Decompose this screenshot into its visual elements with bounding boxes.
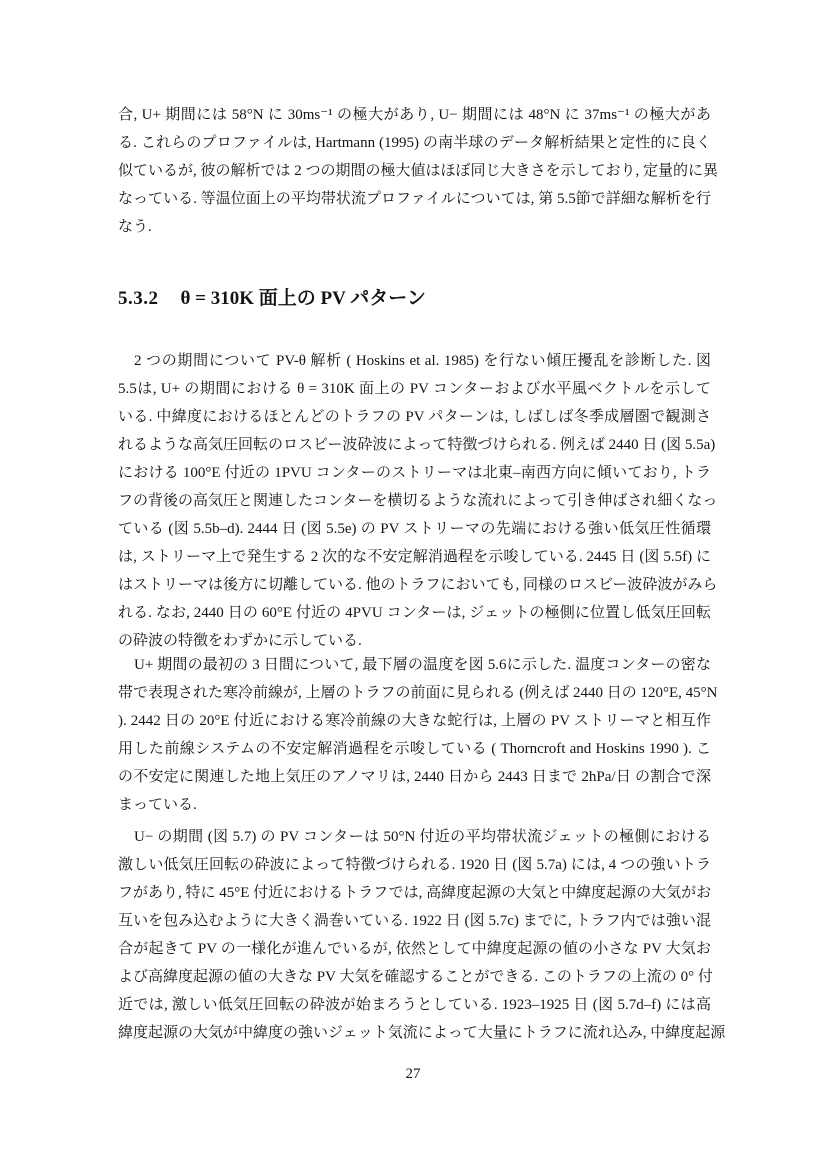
text-line: はストリーマは後方に切離している. 他のトラフにおいても, 同様のロスビー波砕波がみら (118, 577, 718, 593)
paragraph-pv-theta-analysis (118, 347, 718, 655)
text-line: れる. なお, 2440 日の 60°E 付近の 4PVU コンターは, ジェットの極側に位置し低気圧回転 (118, 605, 711, 621)
text-line: U+ 期間の最初の 3 日間について, 最下層の温度を図 5.6に示した. 温度コンターの密な (134, 657, 711, 673)
text-line: 帯で表現された寒冷前線が, 上層のトラフの前面に見られる (例えば 2440 日の 120°E, 45°N (118, 685, 718, 701)
text-line: 互いを包み込むように大きく渦巻いている. 1922 日 (図 5.7c) までに, トラフ内では強い混 (118, 913, 711, 929)
text-line: 近では, 激しい低気圧回転の砕波が始まろうとしている. 1923–1925 日 (図 5.7d–f) には高 (118, 997, 711, 1013)
text-line: れるような高気圧回転のロスビー波砕波によって特徴づけられる. 例えば 2440 日 (図 5.5a) (118, 437, 716, 453)
section-heading (118, 287, 711, 311)
text-line: における 100°E 付近の 1PVU コンターのストリーマは北東–南西方向に傾いており, トラ (118, 465, 711, 481)
text-line: なっている. 等温位面上の平均帯状流プロファイルについては, 第 5.5節で詳細な解析を行 (118, 191, 711, 207)
text-line: U− の期間 (図 5.7) の PV コンターは 50°N 付近の平均帯状流ジェットの極側における (134, 829, 711, 845)
paragraph-zonal-wind-profile (118, 101, 719, 241)
text-line: は, ストリーマ上で発生する 2 次的な不安定解消過程を示唆している. 2445 日 (図 5.5f) に (118, 549, 711, 565)
text-line: の砕波の特徴をわずかに示している. (118, 633, 362, 649)
text-line: フがあり, 特に 45°E 付近におけるトラフでは, 高緯度起源の大気と中緯度起源の大気がお (118, 885, 712, 901)
text-line: ). 2442 日の 20°E 付近における寒冷前線の大きな蛇行は, 上層の PV ストリーマと相互作 (118, 713, 711, 729)
text-line: なう. (118, 219, 152, 235)
paragraph-cold-front (118, 651, 718, 819)
text-line: まっている. (118, 797, 197, 813)
text-line: 合, U+ 期間には 58°N に 30ms⁻¹ の極大があり, U− 期間には 48°N に 37ms⁻¹ の極大があ (118, 107, 711, 123)
text-line: る. これらのプロファイルは, Hartmann (1995) の南半球のデータ解析結果と定性的に良く (118, 135, 711, 151)
text-line: 用した前線システムの不安定解消過程を示唆している ( Thorncroft and Hoskins 1990 ). こ (118, 741, 711, 757)
text-line: 2 つの期間について PV-θ 解析 ( Hoskins et al. 1985) を行ない傾圧擾乱を診断した. 図 (134, 353, 711, 369)
text-line: の不安定に関連した地上気圧のアノマリは, 2440 日から 2443 日まで 2hPa/日 の割合で深 (118, 769, 711, 785)
text-line: いる. 中緯度におけるほとんどのトラフの PV パターンは, しばしば冬季成層圏で観測さ (118, 409, 711, 425)
text-line: 緯度起源の大気が中緯度の強いジェット気流によって大量にトラフに流れ込み, 中緯度起源 (118, 1025, 726, 1041)
text-line: 5.5は, U+ の期間における θ = 310K 面上の PV コンターおよび水平風ベクトルを示して (118, 381, 711, 397)
section-number: 5.3.2 (118, 288, 159, 309)
text-line: フの背後の高気圧と関連したコンターを横切るような流れによって引き伸ばされ細くなっ (118, 493, 718, 509)
text-line: よび高緯度起源の値の大きな PV 大気を確認することができる. このトラフの上流の 0° 付 (118, 969, 713, 985)
page-number: 27 (405, 1066, 421, 1082)
paragraph-u-minus-period (118, 823, 726, 1047)
text-line: 激しい低気圧回転の砕波によって特徴づけられる. 1920 日 (図 5.7a) には, 4 つの強いトラ (118, 857, 711, 873)
text-line: 似ているが, 彼の解析では 2 つの期間の極大値はほぼ同じ大きさを示しており, 定量的に異 (118, 163, 719, 179)
text-line: ている (図 5.5b–d). 2444 日 (図 5.5e) の PV ストリーマの先端における強い低気圧性循環 (118, 521, 711, 537)
section-title: θ = 310K 面上の PV パターン (180, 288, 426, 309)
text-line: 合が起きて PV の一様化が進んでいるが, 依然として中緯度起源の値の小さな PV 大気お (118, 941, 711, 957)
